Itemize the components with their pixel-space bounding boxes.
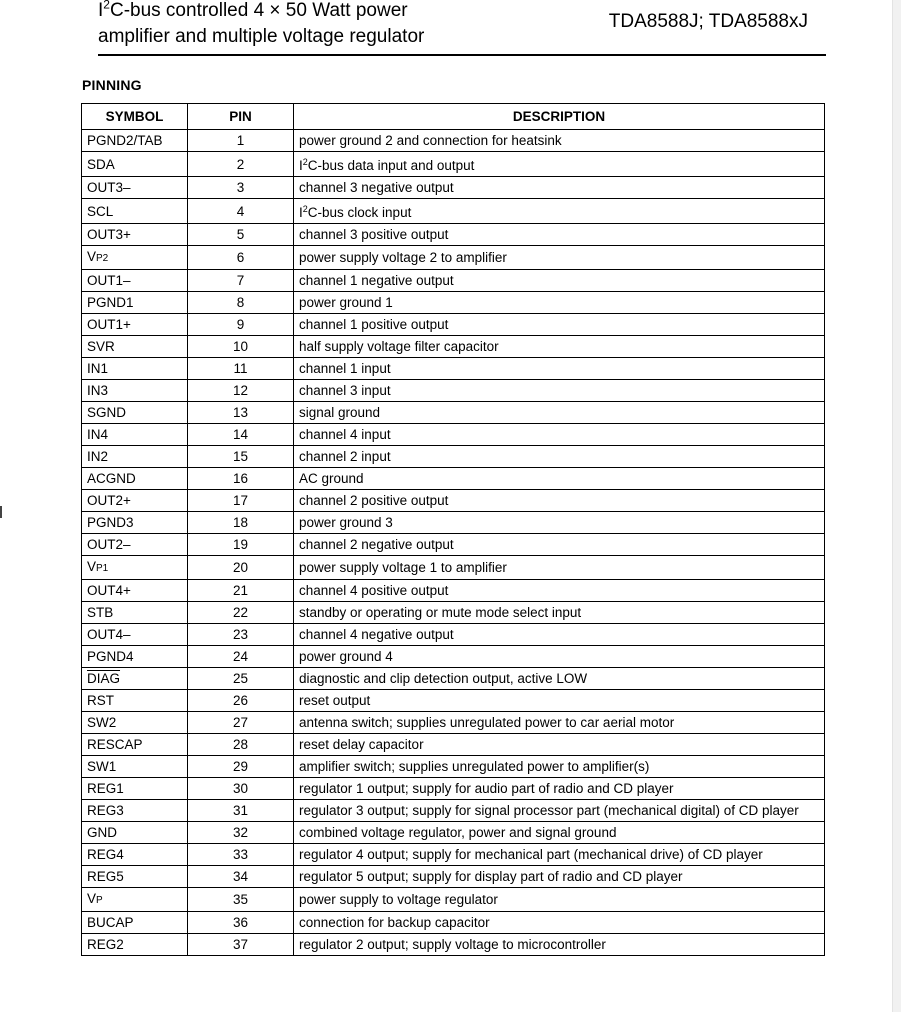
table-row (82, 734, 825, 756)
table-row (82, 778, 825, 800)
pin-symbol: BUCAP (82, 912, 188, 934)
pin-symbol: REG5 (82, 866, 188, 888)
pin-description: combined voltage regulator, power and signal ground (294, 822, 825, 844)
table-row (82, 756, 825, 778)
table-row (82, 800, 825, 822)
pin-description: connection for backup capacitor (294, 912, 825, 934)
pin-symbol: DIAG (82, 668, 188, 690)
pin-number: 36 (188, 912, 294, 934)
pin-description: power ground 4 (294, 646, 825, 668)
table-row (82, 468, 825, 490)
pin-description: power ground 1 (294, 292, 825, 314)
pin-description: regulator 5 output; supply for display part of radio and CD player (294, 866, 825, 888)
pin-description: channel 2 input (294, 446, 825, 468)
pin-description: channel 1 input (294, 358, 825, 380)
pin-description: channel 3 positive output (294, 224, 825, 246)
pin-description: channel 1 positive output (294, 314, 825, 336)
pin-description: $I^2C$-bus clock input (294, 199, 825, 224)
table-row (82, 380, 825, 402)
pin-description: regulator 4 output; supply for mechanical part (mechanical drive) of CD player (294, 844, 825, 866)
pin-symbol: RST (82, 690, 188, 712)
pin-number: 23 (188, 624, 294, 646)
pin-description: channel 2 negative output (294, 534, 825, 556)
pin-number: 4 (188, 199, 294, 224)
pin-symbol: STB (82, 602, 188, 624)
pin-symbol: REG1 (82, 778, 188, 800)
pin-symbol: SGND (82, 402, 188, 424)
pin-number: 29 (188, 756, 294, 778)
pin-description: channel 2 positive output (294, 490, 825, 512)
table-row (82, 556, 825, 580)
table-row (82, 490, 825, 512)
pin-symbol: SVR (82, 336, 188, 358)
pin-description: AC ground (294, 468, 825, 490)
pin-symbol: GND (82, 822, 188, 844)
pin-symbol: SW2 (82, 712, 188, 734)
pin-symbol: OUT4+ (82, 580, 188, 602)
pin-number: 13 (188, 402, 294, 424)
pin-number: 18 (188, 512, 294, 534)
pin-number: 10 (188, 336, 294, 358)
pin-symbol: SW1 (82, 756, 188, 778)
pin-description: channel 3 negative output (294, 177, 825, 199)
table-row (82, 844, 825, 866)
pin-number: 12 (188, 380, 294, 402)
document-header (98, 0, 826, 56)
document-title-line-2: amplifier and multiple voltage regulator (98, 26, 425, 47)
pin-symbol: OUT1+ (82, 314, 188, 336)
pin-symbol: RESCAP (82, 734, 188, 756)
pin-description: power supply to voltage regulator (294, 888, 825, 912)
pin-number: 8 (188, 292, 294, 314)
pin-number: 28 (188, 734, 294, 756)
pin-symbol: PGND1 (82, 292, 188, 314)
pin-description: regulator 3 output; supply for signal processor part (mechanical digital) of CD player (294, 800, 825, 822)
table-body (82, 130, 825, 956)
pin-description: amplifier switch; supplies unregulated power to amplifier(s) (294, 756, 825, 778)
pin-symbol: OUT2– (82, 534, 188, 556)
pin-description: regulator 2 output; supply voltage to microcontroller (294, 934, 825, 956)
pin-symbol: REG2 (82, 934, 188, 956)
pin-description: reset delay capacitor (294, 734, 825, 756)
table-row (82, 336, 825, 358)
pin-symbol: PGND4 (82, 646, 188, 668)
pin-number: 11 (188, 358, 294, 380)
pin-number: 17 (188, 490, 294, 512)
pin-symbol: SCL (82, 199, 188, 224)
pin-description: power supply voltage 2 to amplifier (294, 246, 825, 270)
pin-number: 34 (188, 866, 294, 888)
table-row (82, 602, 825, 624)
pin-description: power ground 2 and connection for heatsink (294, 130, 825, 152)
table-row (82, 580, 825, 602)
table-row (82, 358, 825, 380)
pin-description: standby or operating or mute mode select input (294, 602, 825, 624)
pin-number: 22 (188, 602, 294, 624)
pin-description: power ground 3 (294, 512, 825, 534)
pin-symbol: PGND2/TAB (82, 130, 188, 152)
pin-number: 33 (188, 844, 294, 866)
pin-number: 19 (188, 534, 294, 556)
table-row (82, 177, 825, 199)
pin-number: 9 (188, 314, 294, 336)
table-row (82, 624, 825, 646)
pin-symbol: OUT1– (82, 270, 188, 292)
table-row (82, 512, 825, 534)
pin-description: diagnostic and clip detection output, active LOW (294, 668, 825, 690)
pinning-table (81, 103, 825, 956)
pin-symbol: VP2 (82, 246, 188, 270)
pin-symbol: REG3 (82, 800, 188, 822)
pin-number: 25 (188, 668, 294, 690)
pin-symbol: ACGND (82, 468, 188, 490)
pin-description: channel 4 input (294, 424, 825, 446)
pin-symbol: VP (82, 888, 188, 912)
pin-number: 2 (188, 152, 294, 177)
table-row (82, 152, 825, 177)
pin-number: 7 (188, 270, 294, 292)
scrollbar-track[interactable] (892, 0, 901, 1012)
table-row (82, 934, 825, 956)
pin-symbol: SDA (82, 152, 188, 177)
pin-description: channel 3 input (294, 380, 825, 402)
pin-symbol: OUT3– (82, 177, 188, 199)
table-row (82, 292, 825, 314)
pin-number: 20 (188, 556, 294, 580)
pin-symbol: OUT4– (82, 624, 188, 646)
pin-symbol: OUT3+ (82, 224, 188, 246)
pin-symbol: IN4 (82, 424, 188, 446)
pin-symbol: IN1 (82, 358, 188, 380)
pin-symbol: IN3 (82, 380, 188, 402)
pin-symbol: REG4 (82, 844, 188, 866)
table-row (82, 270, 825, 292)
pin-number: 35 (188, 888, 294, 912)
pin-description: $I^2C$-bus data input and output (294, 152, 825, 177)
pin-number: 14 (188, 424, 294, 446)
table-row (82, 668, 825, 690)
section-heading-pinning: PINNING (82, 77, 142, 93)
pin-symbol: OUT2+ (82, 490, 188, 512)
table-row (82, 199, 825, 224)
pin-number: 27 (188, 712, 294, 734)
table-row (82, 912, 825, 934)
table-header-row (82, 104, 825, 130)
page-edge-marker (0, 506, 2, 518)
table-row (82, 424, 825, 446)
document-title-line-1: $I^2C$-bus controlled 4 × 50 Watt power (98, 0, 408, 21)
table-row (82, 402, 825, 424)
pin-description: channel 1 negative output (294, 270, 825, 292)
table-row (82, 246, 825, 270)
table-row (82, 822, 825, 844)
pin-number: 15 (188, 446, 294, 468)
pin-description: antenna switch; supplies unregulated power to car aerial motor (294, 712, 825, 734)
pin-description: channel 4 positive output (294, 580, 825, 602)
pin-number: 1 (188, 130, 294, 152)
table-row (82, 534, 825, 556)
part-number: TDA8588J; TDA8588xJ (608, 11, 808, 32)
table-row (82, 888, 825, 912)
pin-description: signal ground (294, 402, 825, 424)
table-row (82, 314, 825, 336)
table-row (82, 866, 825, 888)
pin-description: regulator 1 output; supply for audio part of radio and CD player (294, 778, 825, 800)
table-row (82, 446, 825, 468)
column-header-symbol: SYMBOL (82, 104, 188, 130)
pin-description: channel 4 negative output (294, 624, 825, 646)
pin-description: half supply voltage filter capacitor (294, 336, 825, 358)
pin-number: 30 (188, 778, 294, 800)
pin-description: power supply voltage 1 to amplifier (294, 556, 825, 580)
pin-number: 32 (188, 822, 294, 844)
pin-symbol: PGND3 (82, 512, 188, 534)
pin-number: 26 (188, 690, 294, 712)
table-row (82, 646, 825, 668)
table-row (82, 690, 825, 712)
table-row (82, 130, 825, 152)
pin-number: 31 (188, 800, 294, 822)
pin-symbol: IN2 (82, 446, 188, 468)
pin-number: 6 (188, 246, 294, 270)
pin-number: 24 (188, 646, 294, 668)
pin-description: reset output (294, 690, 825, 712)
table-row (82, 224, 825, 246)
pin-number: 21 (188, 580, 294, 602)
pin-symbol: VP1 (82, 556, 188, 580)
pin-number: 5 (188, 224, 294, 246)
pin-number: 16 (188, 468, 294, 490)
table-row (82, 712, 825, 734)
column-header-pin: PIN (188, 104, 294, 130)
column-header-description: DESCRIPTION (294, 104, 825, 130)
pin-number: 3 (188, 177, 294, 199)
pin-number: 37 (188, 934, 294, 956)
